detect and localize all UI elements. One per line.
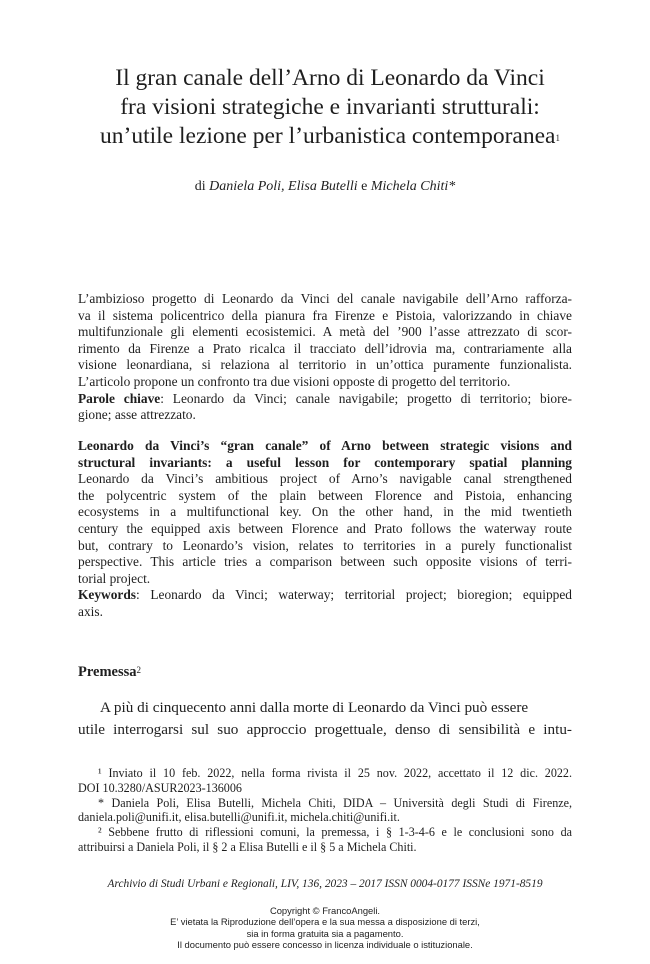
- author-last: Michela Chiti*: [370, 179, 456, 194]
- abstract-en-line: perspective. This article tries a comparison between such opposite visions of terri-: [78, 554, 572, 570]
- keywords-en-label: Keywords: [78, 587, 137, 603]
- footnote-2-cont: attribuirsi a Daniela Poli, il § 2 a Elisa Butelli e il § 5 a Michela Chiti.: [78, 839, 417, 854]
- journal-citation: Archivio di Studi Urbani e Regionali, LIV, 136, 2023 – 2017 ISSN 0004-0177 ISSNe 1971-8519: [107, 878, 543, 890]
- author-conjunction: e: [361, 179, 368, 194]
- title-footnote-mark: 1: [555, 133, 560, 143]
- author-line: [0, 179, 650, 195]
- abstract-en-line: the polycentric system of the plain between Florence and Pistoia, enhancing: [78, 487, 572, 503]
- copyright-line: sia in forma gratuita sia a pagamento.: [246, 927, 404, 939]
- abstract-italian: [78, 291, 572, 424]
- footnote-1-doi: DOI 10.3280/ASUR2023-136006: [78, 780, 242, 795]
- footnote-2: ² Sebbene frutto di riflessioni comuni, la premessa, i § 1-3-4-6 e le conclusioni sono da: [98, 825, 572, 840]
- abstract-english: [78, 438, 572, 621]
- abstract-it-line: L’articolo propone un confronto tra due visioni opposte di progetto del territorio.: [78, 373, 511, 389]
- keywords-en-text: : Leonardo da Vinci; waterway; territorial project; bioregion; equipped: [136, 587, 572, 603]
- abstract-it-line: L’ambizioso progetto di Leonardo da Vinci del canale navigabile dell’Arno rafforza-: [78, 291, 572, 306]
- keywords-it: [78, 391, 572, 408]
- title-line-2: fra visioni strategiche e invarianti strutturali:: [120, 94, 540, 120]
- abstract-en-line: torial project.: [78, 570, 151, 586]
- abstract-en-title-line: [78, 455, 572, 472]
- author-names: Daniela Poli, Elisa Butelli: [209, 179, 358, 194]
- title-line-1: Il gran canale dell’Arno di Leonardo da Vinci: [115, 65, 545, 91]
- abstract-en-line: century the equipped axis between Florence and Prato follows the waterway route: [78, 520, 572, 536]
- body-line-2: utile interrogarsi sul suo approccio progettuale, denso di sensibilità e intu-: [78, 721, 572, 738]
- keywords-it-label: Parole chiave: [78, 390, 161, 406]
- abstract-en-title-1: Leonardo da Vinci’s “gran canale” of Arno between strategic visions and: [78, 438, 572, 453]
- abstract-en-line: but, contrary to Leonardo’s vision, relates to territories in a purely functionalist: [78, 537, 572, 553]
- footnote-authors: * Daniela Poli, Elisa Butelli, Michela Chiti, DIDA – Università degli Studi di Firenze,: [98, 795, 572, 810]
- body-paragraph: [78, 697, 572, 741]
- abstract-it-line: va il sistema policentrico della pianura fra Firenze e Pistoia, valorizzando in chiave: [78, 307, 572, 323]
- abstract-en-line: Leonardo da Vinci’s ambitious project of Arno’s navigable canal strengthened: [78, 471, 572, 487]
- keywords-it-text-2: gione; asse attrezzato.: [78, 407, 196, 423]
- title-line-3-text: un’utile lezione per l’urbanistica contemporanea: [100, 123, 556, 149]
- section-heading-text: Premessa: [78, 664, 137, 680]
- abstract-it-line: visione leonardiana, si relaziona al territorio in un’ottica puramente funzionalista.: [78, 357, 572, 373]
- author-prefix: di: [194, 179, 206, 194]
- article-title: [40, 64, 620, 151]
- keywords-en-text-2: axis.: [78, 603, 103, 619]
- footnotes: [78, 766, 572, 855]
- body-line-1: A più di cinquecento anni dalla morte di Leonardo da Vinci può essere: [100, 699, 529, 716]
- copyright-line: Il documento può essere concesso in licenza individuale o istituzionale.: [177, 939, 473, 951]
- keywords-en: [78, 587, 572, 604]
- section-heading: [78, 664, 141, 681]
- abstract-it-line: rimento da Firenze a Prato ricalca il tracciato dell’idrovia ma, contrariamente alla: [78, 340, 572, 356]
- abstract-en-title: [78, 438, 572, 455]
- title-line-3: [40, 122, 620, 151]
- section-footnote-mark: 2: [136, 665, 142, 675]
- abstract-en-title-2: structural invariants: a useful lesson for contemporary spatial planning: [78, 454, 572, 470]
- abstract-it-line: multifunzionale gli elementi ecosistemici. A metà del ’900 l’asse attrezzato di scor-: [78, 324, 572, 340]
- keywords-it-text: : Leonardo da Vinci; canale navigabile; progetto di territorio; biore-: [160, 390, 572, 406]
- abstract-en-line: ecosystems in a multifunctional key. On the other hand, in the mid twentieth: [78, 504, 572, 520]
- footnote-1: ¹ Inviato il 10 feb. 2022, nella forma rivista il 25 nov. 2022, accettato il 12 dic. 2022.: [98, 766, 572, 780]
- footnote-emails: daniela.poli@unifi.it, elisa.butelli@unifi.it, michela.chiti@unifi.it.: [78, 810, 400, 825]
- copyright-line: E’ vietata la Riproduzione dell’opera e la sua messa a disposizione di terzi,: [170, 916, 480, 928]
- copyright-notice: [0, 905, 650, 951]
- copyright-line: Copyright © FrancoAngeli.: [269, 905, 381, 916]
